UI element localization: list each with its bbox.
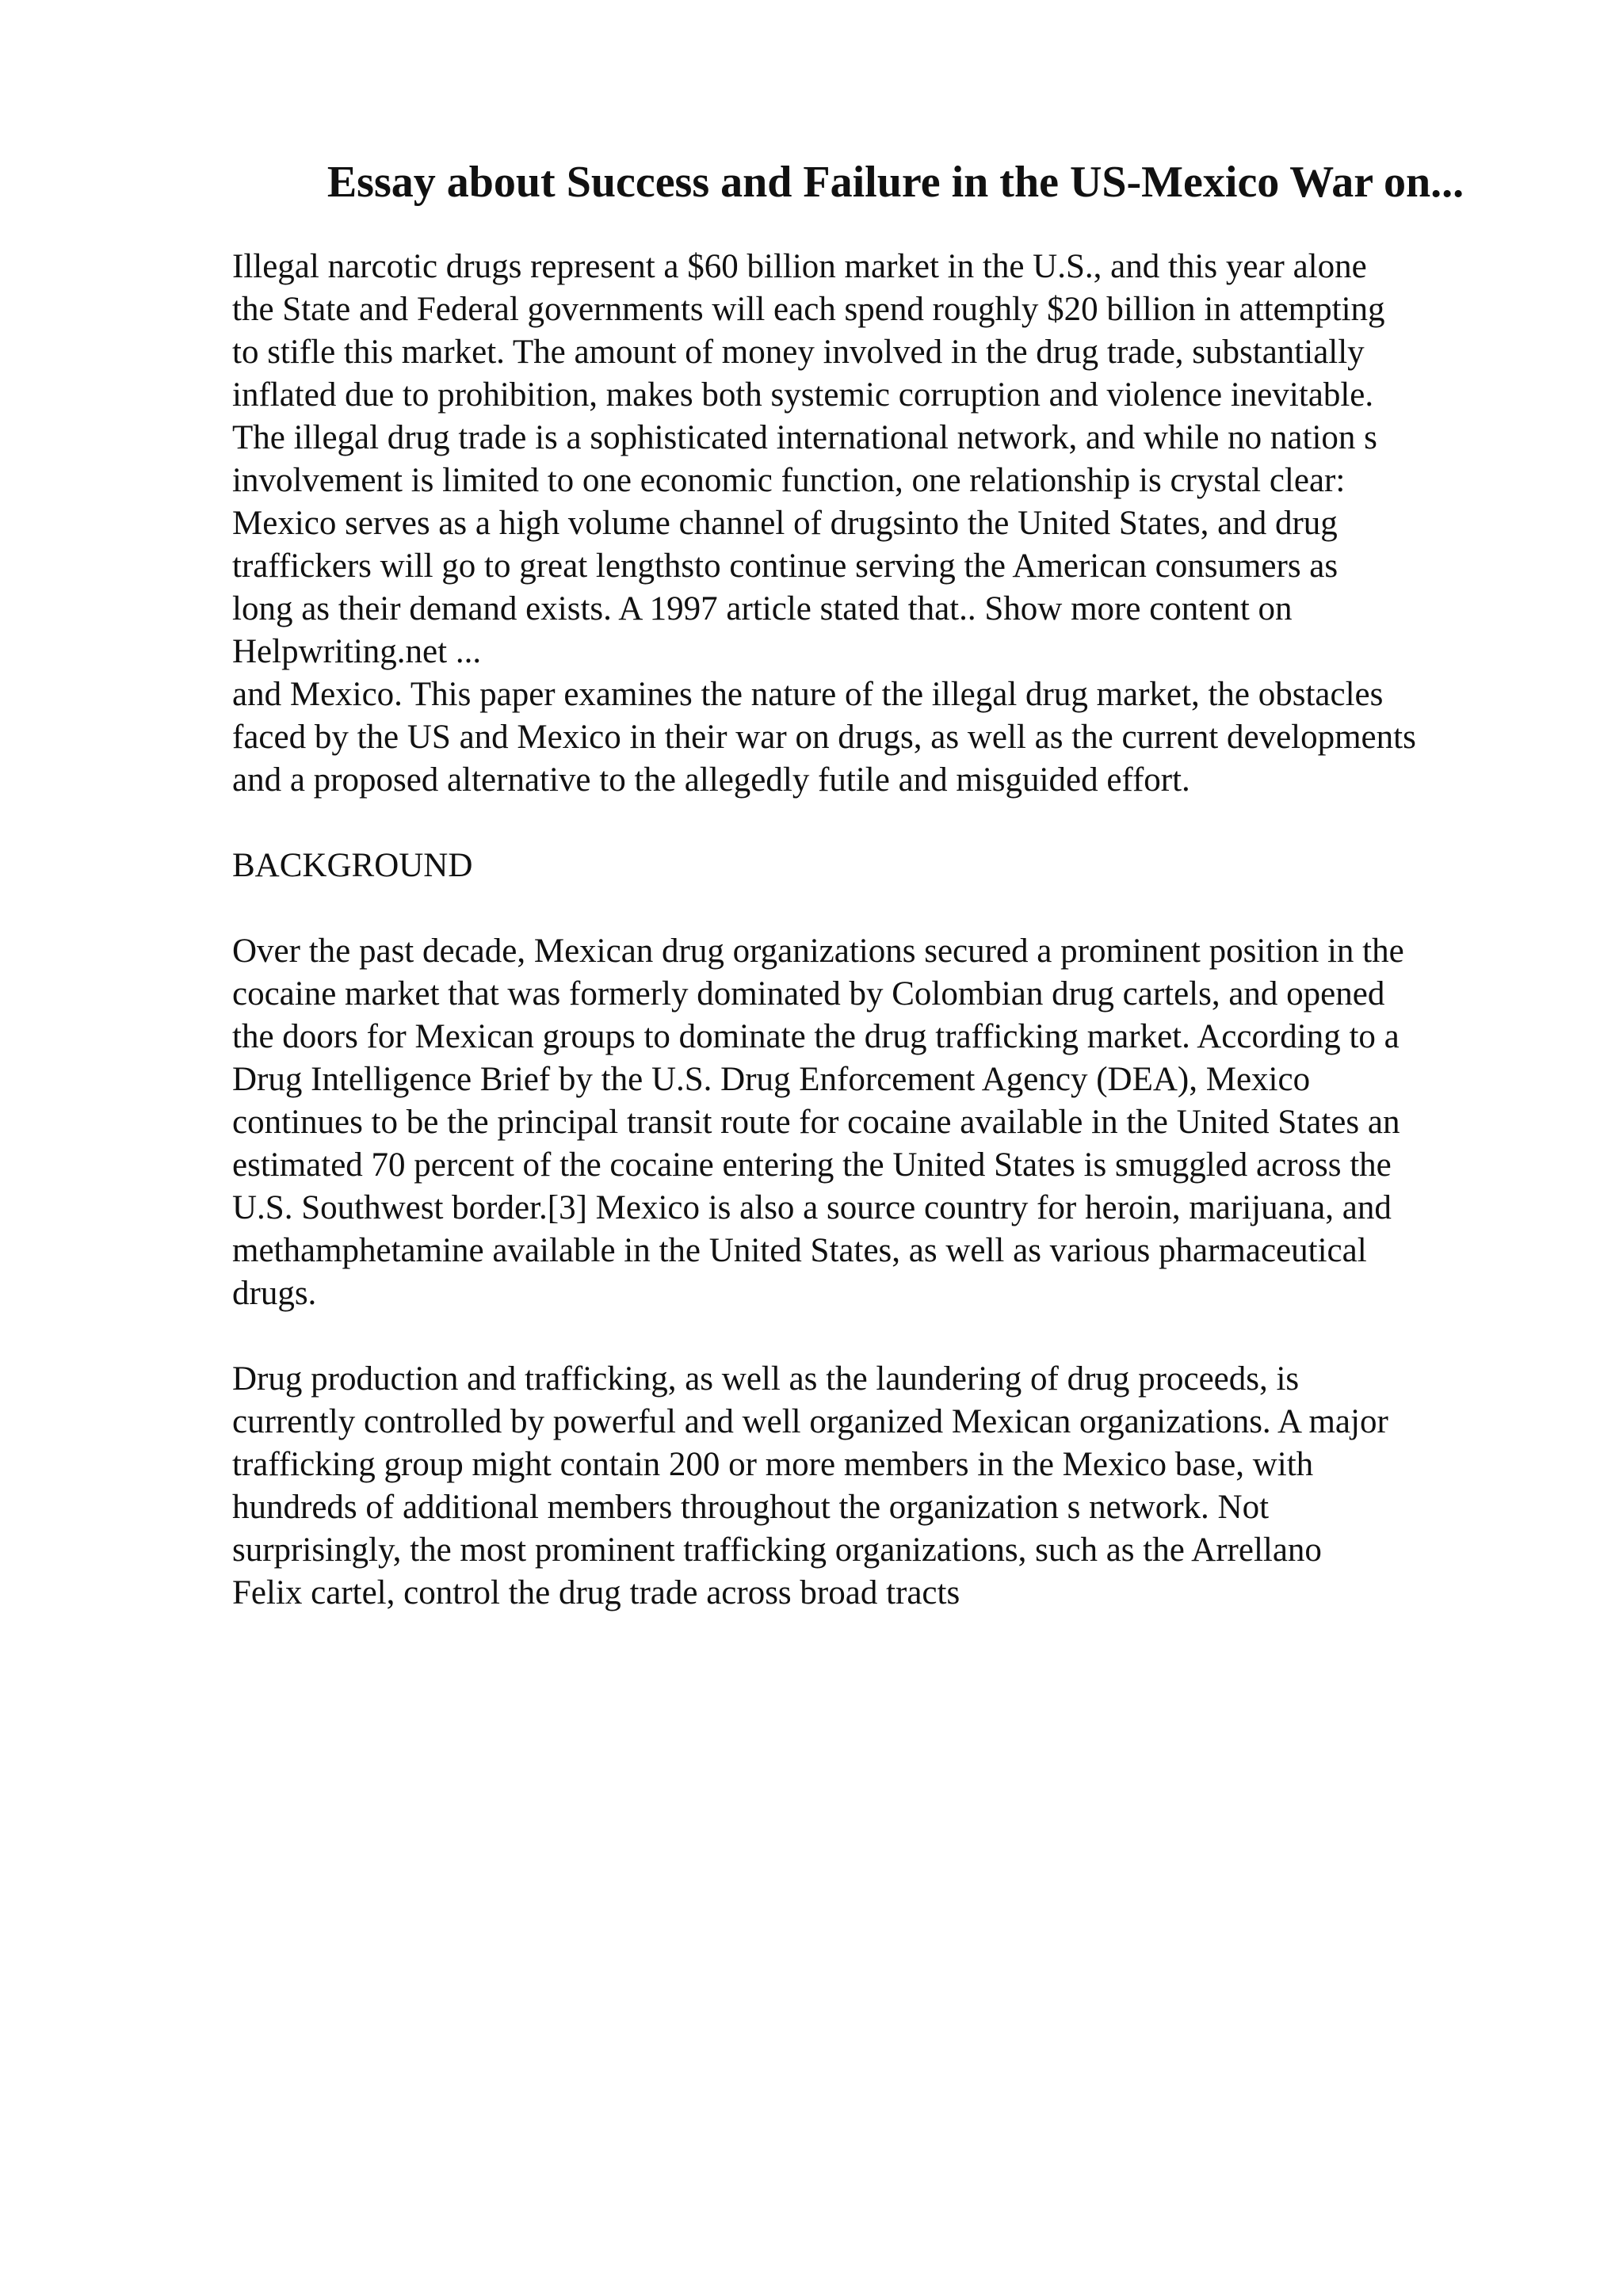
text-line: Helpwriting.net ... [232,633,482,670]
text-line: continues to be the principal transit route for cocaine available in the United States an [232,1104,1400,1141]
text-line: inflated due to prohibition, makes both systemic corruption and violence inevitable. [232,376,1374,414]
text-line: surprisingly, the most prominent trafficking organizations, such as the Arrellano [232,1531,1322,1569]
paragraph-background [232,930,1595,1315]
text-line: hundreds of additional members throughout the organization s network. Not [232,1489,1270,1526]
paragraph-trafficking [232,1358,1595,1615]
text-line: and a proposed alternative to the allegedly futile and misguided effort. [232,761,1190,799]
text-line: estimated 70 percent of the cocaine entering the United States is smuggled across the [232,1146,1392,1184]
section-heading: BACKGROUND [232,847,473,884]
text-line: currently controlled by powerful and well organized Mexican organizations. A major [232,1403,1388,1440]
text-line: Drug Intelligence Brief by the U.S. Drug Enforcement Agency (DEA), Mexico [232,1061,1311,1098]
paragraph-gap [232,1315,1595,1358]
text-line: Over the past decade, Mexican drug organizations secured a prominent position in the [232,933,1404,970]
text-line: The illegal drug trade is a sophisticated international network, and while no nation s [232,419,1377,456]
text-line: Mexico serves as a high volume channel of drugsinto the United States, and drug [232,505,1338,542]
text-line: the doors for Mexican groups to dominate the drug trafficking market. According to a [232,1018,1400,1055]
text-line: involvement is limited to one economic function, one relationship is crystal clear: [232,462,1346,499]
text-line: Felix cartel, control the drug trade across broad tracts [232,1574,960,1611]
paragraph-intro [232,246,1595,802]
text-line: the State and Federal governments will each spend roughly $20 billion in attempting [232,291,1385,328]
text-line: methamphetamine available in the United States, as well as various pharmaceutical [232,1232,1367,1269]
text-line: traffickers will go to great lengthsto continue serving the American consumers as [232,547,1338,585]
text-line: U.S. Southwest border.[3] Mexico is also a source country for heroin, marijuana, and [232,1189,1392,1226]
text-line: and Mexico. This paper examines the nature of the illegal drug market, the obstacles [232,676,1384,713]
text-line: faced by the US and Mexico in their war on drugs, as well as the current developments [232,719,1416,756]
paragraph-gap [232,887,1595,930]
text-line: drugs. [232,1275,317,1312]
text-line: long as their demand exists. A 1997 article stated that.. Show more content on [232,590,1293,627]
paragraph-gap [232,802,1595,845]
text-line: Illegal narcotic drugs represent a $60 billion market in the U.S., and this year alone [232,248,1367,285]
text-line: Drug production and trafficking, as well as the laundering of drug proceeds, is [232,1360,1300,1398]
section-heading-background [232,845,1595,887]
text-line: trafficking group might contain 200 or more members in the Mexico base, with [232,1446,1314,1483]
document-title: Essay about Success and Failure in the US-Mexico War on... [327,158,1465,207]
text-line: to stifle this market. The amount of money involved in the drug trade, substantially [232,334,1365,371]
document-body [232,246,1595,1615]
text-line: cocaine market that was formerly dominated by Colombian drug cartels, and opened [232,975,1385,1013]
